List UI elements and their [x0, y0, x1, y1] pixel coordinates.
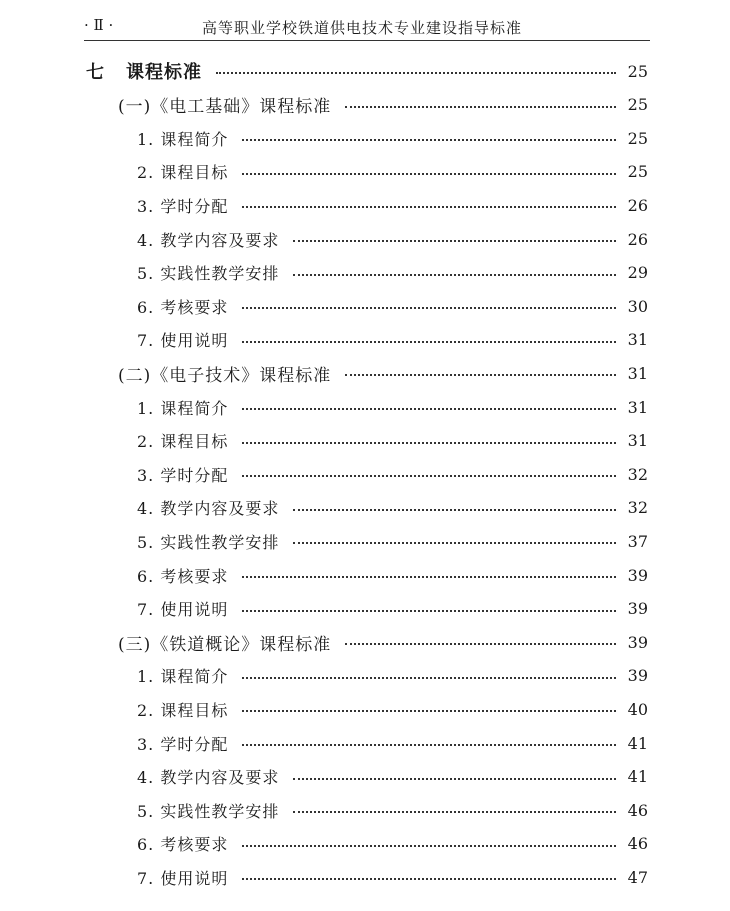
- dot-leader: [242, 307, 616, 309]
- dot-leader: [242, 710, 616, 712]
- dot-leader: [242, 576, 616, 578]
- toc-page-number: 26: [627, 229, 648, 249]
- dot-leader: [242, 677, 616, 679]
- toc-page-number: 40: [627, 699, 648, 719]
- running-header: [84, 8, 650, 41]
- toc-entry-title: 4. 教学内容及要求: [137, 230, 280, 250]
- toc-chapter[interactable]: [86, 54, 648, 88]
- dot-leader: [293, 811, 616, 813]
- dot-leader: [216, 72, 616, 74]
- toc-page-number: 41: [627, 767, 648, 787]
- dot-leader: [345, 374, 616, 376]
- toc-page-number: 25: [627, 95, 648, 115]
- toc-entry-title: 7. 使用说明: [137, 331, 229, 351]
- dot-leader: [242, 475, 616, 477]
- toc-page-number: 25: [627, 128, 648, 148]
- dot-leader: [293, 240, 616, 242]
- toc-page-number: 31: [627, 431, 648, 451]
- toc-page-number: 25: [627, 61, 648, 81]
- dot-leader: [242, 610, 616, 612]
- chapter-title: 课程标准: [126, 62, 202, 83]
- toc-section[interactable]: [118, 625, 648, 659]
- toc-item[interactable]: [137, 592, 648, 626]
- chapter-number: 七: [86, 62, 105, 83]
- toc-page-number: 41: [627, 733, 648, 753]
- toc-entry-title: 5. 实践性教学安排: [137, 264, 280, 284]
- toc-entry-title: 4. 教学内容及要求: [137, 768, 280, 788]
- dot-leader: [345, 106, 616, 108]
- toc-page-number: 47: [627, 867, 648, 887]
- toc-entry-title: 7. 使用说明: [137, 600, 229, 620]
- toc-page-number: 31: [627, 330, 648, 350]
- toc-item[interactable]: [137, 188, 648, 222]
- toc-entry-title: 1. 课程简介: [137, 667, 229, 687]
- dot-leader: [345, 643, 616, 645]
- toc-item[interactable]: [137, 558, 648, 592]
- toc-page-number: 29: [627, 263, 648, 283]
- toc-item[interactable]: [137, 457, 648, 491]
- running-title: 高等职业学校铁道供电技术专业建设指导标准: [202, 19, 523, 37]
- toc-page-number: 39: [627, 565, 648, 585]
- toc-item[interactable]: [137, 760, 648, 794]
- dot-leader: [293, 274, 616, 276]
- toc-page-number: 46: [627, 800, 648, 820]
- dot-leader: [242, 408, 616, 410]
- dot-leader: [242, 206, 616, 208]
- toc-item[interactable]: [137, 659, 648, 693]
- toc-page-number: 46: [627, 834, 648, 854]
- toc-entry-title: 6. 考核要求: [137, 566, 229, 586]
- dot-leader: [293, 778, 616, 780]
- toc-page-number: 25: [627, 162, 648, 182]
- toc-page-number: 39: [627, 599, 648, 619]
- toc-entry-title: 3. 学时分配: [137, 465, 229, 485]
- toc-item[interactable]: [137, 222, 648, 256]
- dot-leader: [242, 744, 616, 746]
- toc-entry-title: 3. 学时分配: [137, 196, 229, 216]
- toc-entry-title: 6. 考核要求: [137, 297, 229, 317]
- dot-leader: [242, 878, 616, 880]
- toc-entry-title: (三)《铁道概论》课程标准: [118, 634, 332, 655]
- toc-item[interactable]: [137, 524, 648, 558]
- toc-page-number: 39: [627, 666, 648, 686]
- dot-leader: [293, 509, 616, 511]
- toc-item[interactable]: [137, 256, 648, 290]
- toc-page-number: 31: [627, 397, 648, 417]
- toc-item[interactable]: [137, 121, 648, 155]
- toc-entry-title: 7. 使用说明: [137, 868, 229, 888]
- toc-page-number: 30: [627, 296, 648, 316]
- toc-entry-title: 6. 考核要求: [137, 835, 229, 855]
- toc-entry-title: 4. 教学内容及要求: [137, 499, 280, 519]
- toc-entry-title: (一)《电工基础》课程标准: [118, 97, 332, 118]
- toc-item[interactable]: [137, 155, 648, 189]
- dot-leader: [242, 845, 616, 847]
- toc-item[interactable]: [137, 390, 648, 424]
- toc-entry-title: 2. 课程目标: [137, 163, 229, 183]
- toc-item[interactable]: [137, 692, 648, 726]
- toc-page-number: 32: [627, 498, 648, 518]
- dot-leader: [293, 542, 616, 544]
- toc-item[interactable]: [137, 424, 648, 458]
- toc-entry-title: [86, 58, 202, 84]
- toc-entry-title: 3. 学时分配: [137, 734, 229, 754]
- toc-entry-title: 5. 实践性教学安排: [137, 532, 280, 552]
- page-number-roman: · Ⅱ ·: [84, 16, 114, 34]
- toc-page-number: 37: [627, 531, 648, 551]
- toc-entry-title: (二)《电子技术》课程标准: [118, 365, 332, 386]
- toc-item[interactable]: [137, 491, 648, 525]
- dot-leader: [242, 173, 616, 175]
- toc-entry-title: 1. 课程简介: [137, 398, 229, 418]
- toc-item[interactable]: [137, 827, 648, 861]
- toc-entry-title: 2. 课程目标: [137, 700, 229, 720]
- dot-leader: [242, 442, 616, 444]
- toc-item[interactable]: [137, 289, 648, 323]
- dot-leader: [242, 139, 616, 141]
- toc-entry-title: 1. 课程简介: [137, 129, 229, 149]
- toc-item[interactable]: [137, 726, 648, 760]
- dot-leader: [242, 341, 616, 343]
- toc-item[interactable]: [137, 323, 648, 357]
- toc-page-number: 31: [627, 363, 648, 383]
- toc-section[interactable]: [118, 356, 648, 390]
- toc-entry-title: 5. 实践性教学安排: [137, 801, 280, 821]
- toc-section[interactable]: [118, 88, 648, 122]
- toc-item[interactable]: [137, 860, 648, 894]
- toc-entry-title: 2. 课程目标: [137, 432, 229, 452]
- toc-page-number: 32: [627, 464, 648, 484]
- toc-page-number: 39: [627, 632, 648, 652]
- toc-item[interactable]: [137, 793, 648, 827]
- toc-page-number: 26: [627, 195, 648, 215]
